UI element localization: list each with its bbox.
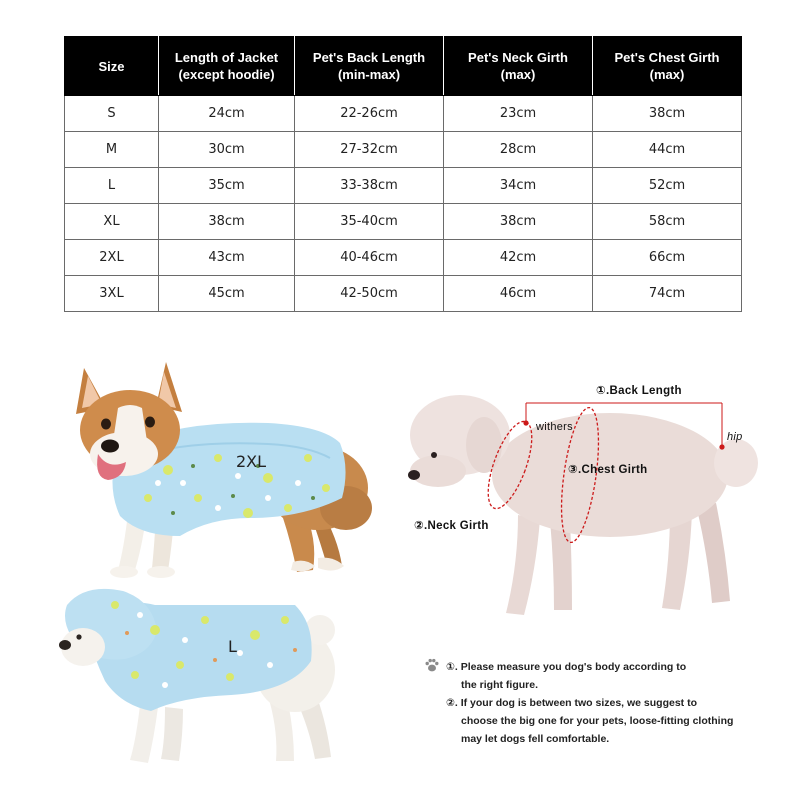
cell-size: 2XL: [65, 240, 159, 276]
back-length-label: ①.Back Length: [596, 385, 682, 397]
cell-neck-girth: 34cm: [444, 168, 593, 204]
corgi-photo: [58, 358, 378, 588]
cell-chest-girth: 58cm: [593, 204, 742, 240]
cell-size: 3XL: [65, 276, 159, 312]
table-row: [65, 96, 742, 132]
withers-label: withers: [536, 421, 573, 433]
table-row: [65, 276, 742, 312]
cell-jacket-length: 35cm: [159, 168, 295, 204]
cell-back-length: 40-46cm: [295, 240, 444, 276]
poodle-photo: [55, 585, 345, 770]
cell-back-length: 22-26cm: [295, 96, 444, 132]
cell-jacket-length: 30cm: [159, 132, 295, 168]
cell-back-length: 27-32cm: [295, 132, 444, 168]
cell-jacket-length: 43cm: [159, 240, 295, 276]
measurement-notes: [424, 658, 774, 748]
hip-label: hip: [727, 431, 743, 443]
note-1-line-1: ①. Please measure you dog's body according to: [446, 661, 687, 673]
size-chart-table: [64, 36, 742, 312]
header-back-length: Pet's Back Length (min-max): [295, 37, 444, 96]
cell-jacket-length: 38cm: [159, 204, 295, 240]
cell-neck-girth: 28cm: [444, 132, 593, 168]
note-2-line-3: may let dogs fell comfortable.: [461, 733, 610, 745]
cell-back-length: 35-40cm: [295, 204, 444, 240]
header-size: Size: [65, 37, 159, 96]
header-chest-girth: Pet's Chest Girth (max): [593, 37, 742, 96]
note-2-line-2: choose the big one for your pets, loose-fitting clothing: [461, 715, 734, 727]
cell-back-length: 42-50cm: [295, 276, 444, 312]
cell-chest-girth: 44cm: [593, 132, 742, 168]
table-row: [65, 168, 742, 204]
cell-neck-girth: 38cm: [444, 204, 593, 240]
cell-neck-girth: 46cm: [444, 276, 593, 312]
table-row: [65, 132, 742, 168]
cell-back-length: 33-38cm: [295, 168, 444, 204]
note-1-line-2: the right figure.: [461, 679, 538, 691]
cell-chest-girth: 74cm: [593, 276, 742, 312]
cell-size: M: [65, 132, 159, 168]
cell-size: L: [65, 168, 159, 204]
cell-size: XL: [65, 204, 159, 240]
table-row: [65, 240, 742, 276]
chest-girth-label: ③.Chest Girth: [568, 464, 648, 476]
neck-girth-label: ②.Neck Girth: [414, 520, 489, 532]
cell-jacket-length: 45cm: [159, 276, 295, 312]
cell-neck-girth: 23cm: [444, 96, 593, 132]
header-jacket-length: Length of Jacket (except hoodie): [159, 37, 295, 96]
measurement-diagram: [400, 375, 780, 635]
corgi-size-label: 2XL: [236, 452, 267, 471]
note-2-line-1: ②. If your dog is between two sizes, we suggest to: [446, 697, 698, 709]
cell-neck-girth: 42cm: [444, 240, 593, 276]
header-neck-girth: Pet's Neck Girth (max): [444, 37, 593, 96]
table-header-row: [65, 37, 742, 96]
cell-chest-girth: 38cm: [593, 96, 742, 132]
cell-chest-girth: 66cm: [593, 240, 742, 276]
table-row: [65, 204, 742, 240]
poodle-size-label: L: [228, 637, 237, 656]
cell-chest-girth: 52cm: [593, 168, 742, 204]
cell-jacket-length: 24cm: [159, 96, 295, 132]
cell-size: S: [65, 96, 159, 132]
